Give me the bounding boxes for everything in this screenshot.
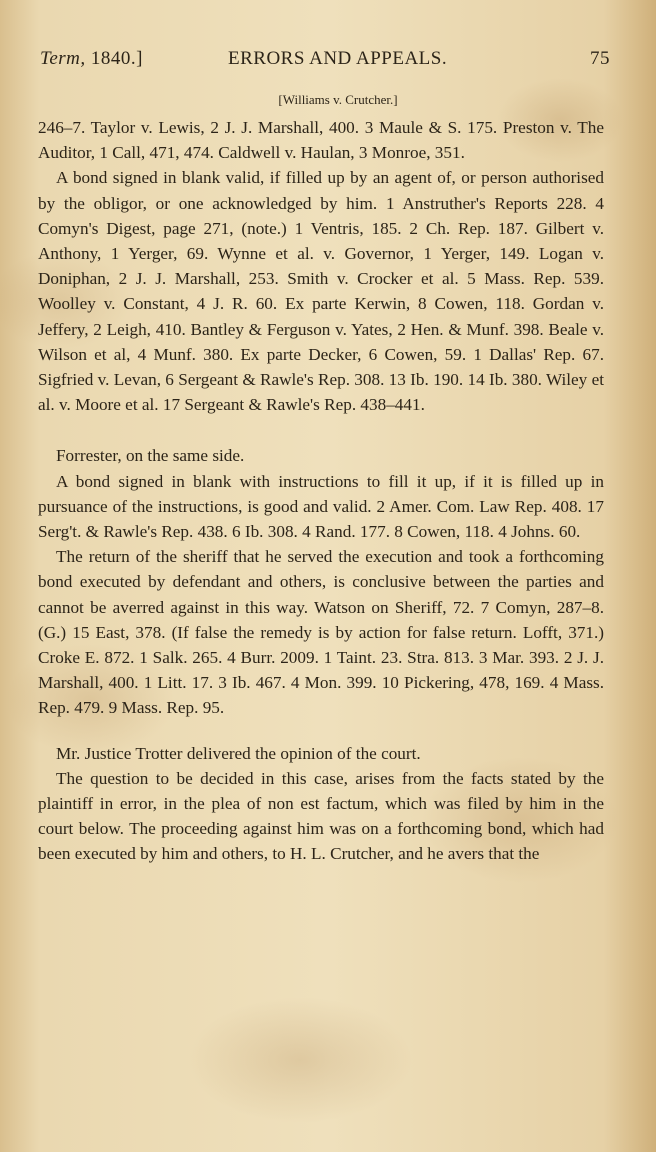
paragraph-citations-continued: 246–7. Taylor v. Lewis, 2 J. J. Marshall, 400. 3 Maule & S. 175. Preston v. The Auditor, 1 Call, 471, 474. Caldwell v. Haulan, 3 Monroe, 351. [38,118,604,163]
paragraph-blank-bond-instructions: A bond signed in blank with instructions to fill it up, if it is filled up in pursuance of the instructions, is good and valid. 2 Amer. Com. Law Rep. 408. 17 Serg't. & Rawle's Rep. 438. 6 Ib. 308. 4 Rand. 177. 8 Cowen, 118. 4 Johns. 60. [38,471,604,542]
page-header [40,48,610,78]
page-body [38,115,604,867]
term-label: Term, 1840.] [40,48,143,69]
paragraph-sheriff-return: The return of the sheriff that he served the execution and took a forthcoming bond executed by defendant and others, is conclusive between the parties and cannot be averred against in this way. Watson on Sheriff, 72. 7 Comyn, 287–8. (G.) 15 East, 378. (If false the remedy is by action for false return. Lofft, 371.) Croke E. 872. 1 Salk. 265. 4 Burr. 2009. 1 Taint. 23. Stra. 813. 3 Mar. 393. 2 J. J. Marshall, 400. 1 Litt. 17. 3 Ib. 467. 4 Mon. 399. 10 Pickering, 478, 169. 4 Mass. Rep. 479. 9 Mass. Rep. 95. [38,547,604,718]
paragraph-counsel-forrester: Forrester, on the same side. [56,446,245,466]
case-caption: [Williams v. Crutcher.] [278,92,398,107]
page-number: 75 [590,48,610,69]
running-title: ERRORS AND APPEALS. [228,48,448,69]
paragraph-opinion-text: The question to be decided in this case, arises from the facts stated by the plaintiff in error, in the plea of non est factum, which was filed by him in the court below. The proceeding against him was on a forthcoming bond, which had been executed by him and others, to H. L. Crutcher, and he avers that the [38,768,604,864]
paragraph-opinion-intro: Mr. Justice Trotter delivered the opinion of the court. [56,743,421,763]
paragraph-blank-bond-validity: A bond signed in blank valid, if filled up by an agent of, or person authorised by the obligor, or one acknowledged by him. 1 Anstruther's Reports 228. 4 Comyn's Digest, page 271, (note.) 1 Ventris, 185. 2 Ch. Rep. 187. Gilbert v. Anthony, 1 Yerger, 69. Wynne et al. v. Governor, 1 Yerger, 149. Logan v. Doniphan, 2 J. J. Marshall, 253. Smith v. Crocker et al. 5 Mass. Rep. 539. Woolley v. Constant, 4 J. R. 60. Ex parte Kerwin, 8 Cowen, 118. Gordan v. Jeffery, 2 Leigh, 410. Bantley & Ferguson v. Yates, 2 Hen. & Munf. 398. Beale v. Wilson et al, 4 Munf. 380. Ex parte Decker, 6 Cowen, 59. 1 Dallas' Rep. 67. Sigfried v. Levan, 6 Sergeant & Rawle's Rep. 308. 13 Ib. 190. 14 Ib. 380. Wiley et al. v. Moore et al. 17 Sergeant & Rawle's Rep. 438–441. [38,168,604,415]
